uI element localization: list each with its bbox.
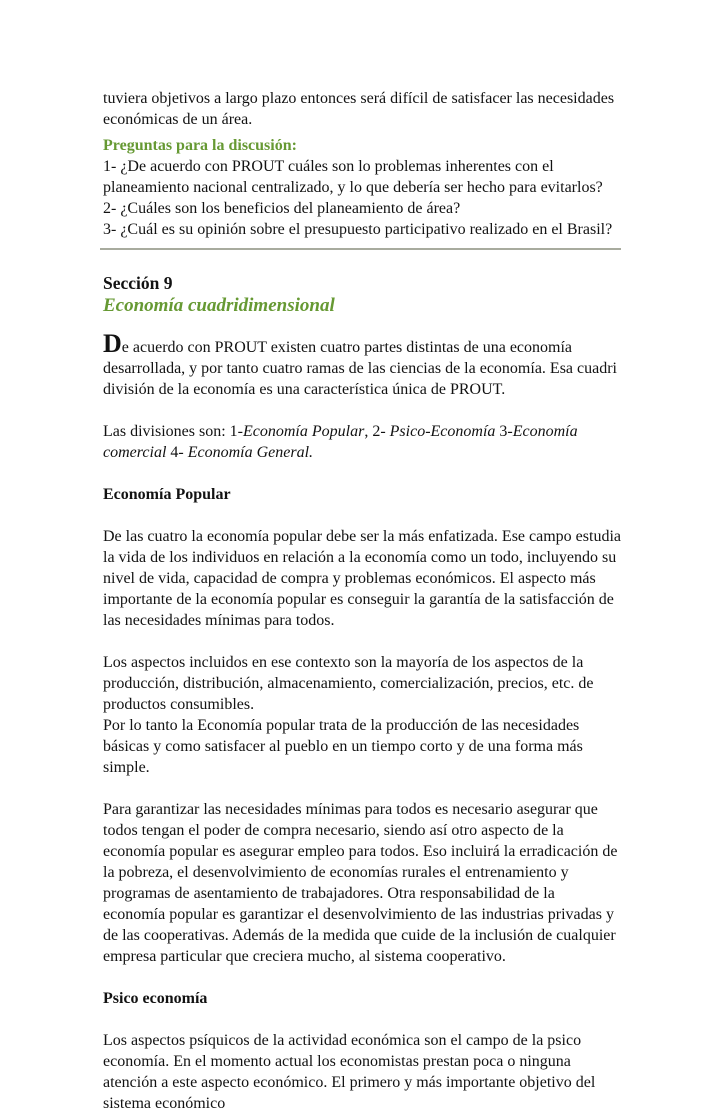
divisions-prefix: Las divisiones son: 1- xyxy=(103,423,243,440)
drop-cap-initial: D xyxy=(103,329,122,358)
popular-paragraph-2a: Los aspectos incluidos en ese contexto son la mayoría de los aspectos de la producción, distribución, almacenamiento, comercialización, precios, etc. de productos consumibles. xyxy=(103,654,594,713)
popular-paragraph-3: Para garantizar las necesidades mínimas para todos es necesario asegurar que todos tengan el poder de compra necesario, siendo así otro aspecto de la economía popular es asegurar empleo para todos. Eso incluirá la erradicación de la pobreza, el desenvolvimiento de economías rurales el entrenamiento y programas de asentamiento de trabajadores. Otra responsabilidad de la economía popular es garantizar el desenvolvimiento de las industrias privadas y de las cooperativas. Además de la medida que cuide de la inclusión de cualquier empresa particular que creciera mucho, al sistema cooperativo. xyxy=(103,801,618,965)
section-title: Economía cuadridimensional xyxy=(103,295,335,316)
division-name-general: Economía General. xyxy=(187,444,314,461)
section-divider xyxy=(100,248,621,250)
divisions-separator-2: 3- xyxy=(495,423,513,440)
discussion-question-2: 2- ¿Cuáles son los beneficios del planeamiento de área? xyxy=(103,200,461,217)
discussion-question-3: 3- ¿Cuál es su opinión sobre el presupuesto participativo realizado en el Brasil? xyxy=(103,221,613,238)
discussion-heading: Preguntas para la discusión: xyxy=(103,137,297,154)
intro-paragraph: tuviera objetivos a largo plazo entonces será difícil de satisfacer las necesidades económicas de un área. xyxy=(103,90,615,128)
division-name-comercial: Economía comercial xyxy=(103,423,578,461)
psico-paragraph-1: Los aspectos psíquicos de la actividad económica son el campo de la psico economía. En el momento actual los economistas prestan poca o ninguna atención a este aspecto económico. El primero y más importante objetivo del sistema económico xyxy=(103,1032,596,1112)
division-name-popular: Economía Popular xyxy=(243,423,365,440)
section-number: Sección 9 xyxy=(103,273,173,293)
divisions-line xyxy=(103,421,621,463)
popular-paragraph-2b: Por lo tanto la Economía popular trata de la producción de las necesidades básicas y como satisfacer al pueblo en un tiempo corto y de una forma más simple. xyxy=(103,717,583,776)
division-name-psico: Psico-Economía xyxy=(389,423,496,440)
discussion-question-1: 1- ¿De acuerdo con PROUT cuáles son lo problemas inherentes con el planeamiento nacional centralizado, y lo que debería ser hecho para evitarlos? xyxy=(103,158,603,196)
psico-heading: Psico economía xyxy=(103,990,208,1007)
lead-paragraph-text: e acuerdo con PROUT existen cuatro partes distintas de una economía desarrollada, y por tanto cuatro ramas de las ciencias de la economía. Esa cuadri división de la economía es una característica única de PROUT. xyxy=(103,339,617,398)
popular-heading: Economía Popular xyxy=(103,486,231,503)
popular-paragraph-1: De las cuatro la economía popular debe ser la más enfatizada. Ese campo estudia la vida de los individuos en relación a la economía como un todo, incluyendo su nivel de vida, capacidad de compra y problemas económicos. El aspecto más importante de la economía popular es conseguir la garantía de la satisfacción de las necesidades mínimas para todos. xyxy=(103,528,621,629)
lead-paragraph xyxy=(103,329,621,400)
text-column xyxy=(103,88,621,1114)
divisions-separator-1: , 2- xyxy=(364,423,390,440)
divisions-separator-3: 4- xyxy=(166,444,188,461)
